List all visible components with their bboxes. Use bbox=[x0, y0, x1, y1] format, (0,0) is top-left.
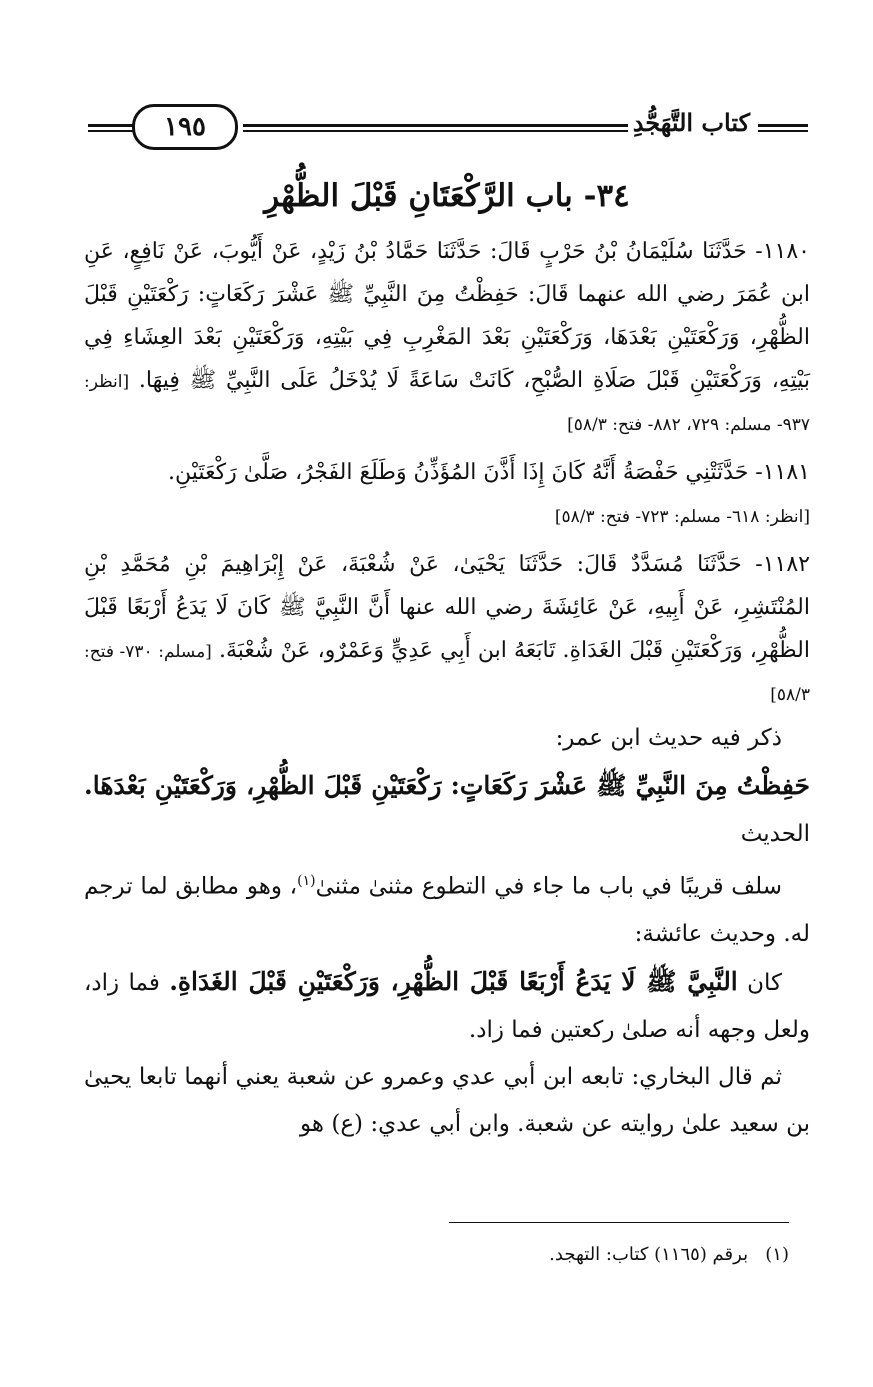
footnote bbox=[63, 1240, 789, 1270]
page-number: ١٩٥ bbox=[132, 104, 238, 150]
footnote-marker: (١) bbox=[765, 1244, 789, 1265]
hadith-1182 bbox=[84, 543, 810, 715]
chapter-title: ٣٤- باب الرَّكْعَتَانِ قَبْلَ الظُّهْرِ bbox=[264, 178, 630, 214]
header-rule-middle bbox=[243, 124, 628, 127]
footnote-text: برقم (١١٦٥) كتاب: التهجد. bbox=[549, 1244, 749, 1265]
hadith-reference: [مسلم: ٧٣٠- فتح: ٥٨/٣] bbox=[84, 642, 810, 705]
commentary-intro: ذكر فيه حديث ابن عمر: bbox=[555, 725, 782, 751]
commentary-paragraph-3: ثم قال البخاري: تابعه ابن أبي عدي وعمرو عن شعبة يعني أنهما تابعا يحيىٰ بن سعيد علىٰ روايته عن شعبة. وابن أبي عدي: (ع) هو bbox=[84, 1063, 810, 1137]
quote-tail: فما زاد، ولعل وجهه أنه صلىٰ ركعتين فما زاد. bbox=[84, 969, 810, 1043]
hadith-text: ١١٨٠- حَدَّثَنَا سُلَيْمَانُ بْنُ حَرْبٍ قَالَ: حَدَّثَنَا حَمَّادُ بْنُ زَيْدٍ، عَنْ أَيُّوبَ، عَنْ نَافِعٍ، عَنِ ابن عُمَرَ رضي الله عنهما قَالَ: حَفِظْتُ مِنَ النَّبِيِّ ﷺ عَشْرَ رَكَعَاتٍ: رَكْعَتَيْنِ قَبْلَ الظُّهْرِ، وَرَكْعَتَيْنِ بَعْدَهَا، وَرَكْعَتَيْنِ بَعْدَ المَغْرِبِ فِي بَيْتِهِ، وَرَكْعَتَيْنِ بَعْدَ العِشَاءِ فِي بَيْتِهِ، وَرَكْعَتَيْنِ قَبْلَ صَلَاةِ الصُّبْحِ، كَانَتْ سَاعَةً لَا يُدْخَلُ عَلَى النَّبِيِّ ﷺ فِيهَا. bbox=[84, 239, 810, 393]
book-title: كتاب التَّهَجُّدِ bbox=[632, 108, 750, 137]
hadith-1181 bbox=[84, 451, 810, 537]
hadith-1180 bbox=[84, 230, 810, 445]
page-header bbox=[88, 100, 808, 152]
header-rule-right bbox=[758, 124, 808, 127]
hadith-text: ١١٨٢- حَدَّثَنَا مُسَدَّدٌ قَالَ: حَدَّثَنَا يَحْيَىٰ، عَنْ شُعْبَةَ، عَنْ إِبْرَاهِيمَ بْنِ مُحَمَّدِ بْنِ المُنْتَشِرِ، عَنْ أَبِيهِ، عَنْ عَائِشَةَ رضي الله عنها أَنَّ النَّبِيَّ ﷺ كَانَ لَا يَدَعُ أَرْبَعًا قَبْلَ الظُّهْرِ، وَرَكْعَتَيْنِ قَبْلَ الغَدَاةِ. تَابَعَهُ ابن أَبِي عَدِيٍّ وَعَمْرٌو، عَنْ شُعْبَةَ. bbox=[84, 552, 810, 663]
header-rule-left bbox=[88, 124, 134, 127]
quote-tail: الحديث bbox=[740, 821, 810, 847]
commentary-quote-1 bbox=[84, 762, 810, 858]
commentary-paragraph-2 bbox=[84, 858, 810, 958]
commentary-text: سلف قريبًا في باب ما جاء في التطوع مثنىٰ مثنىٰ bbox=[315, 873, 782, 900]
commentary-text: ، وهو مطابق لما ترجم له. وحديث عائشة: bbox=[84, 873, 810, 947]
footnote-divider bbox=[449, 1222, 789, 1223]
hadith-reference: [انظر: ٦١٨- مسلم: ٧٢٣- فتح: ٥٨/٣] bbox=[554, 507, 810, 527]
commentary-quote-2 bbox=[84, 958, 810, 1054]
hadith-reference: [انظر: ٩٣٧- مسلم: ٧٢٩، ٨٨٢- فتح: ٥٨/٣] bbox=[84, 372, 810, 435]
quote-lead: كان bbox=[747, 969, 782, 996]
hadith-text: ١١٨١- حَدَّثَتْنِي حَفْصَةُ أَنَّهُ كَانَ إِذَا أَذَّنَ المُؤَذِّنُ وَطَلَعَ الفَجْرُ، صَلَّىٰ رَكْعَتَيْنِ. bbox=[168, 460, 810, 485]
footnote-marker: (١) bbox=[297, 873, 316, 889]
quoted-hadith: النَّبِيَّ ﷺ لَا يَدَعُ أَرْبَعًا قَبْلَ الظُّهْرِ، وَرَكْعَتَيْنِ قَبْلَ الغَدَاةِ. bbox=[169, 966, 738, 996]
quoted-hadith: حَفِظْتُ مِنَ النَّبِيِّ ﷺ عَشْرَ رَكَعَاتٍ: رَكْعَتَيْنِ قَبْلَ الظُّهْرِ، وَرَكْعَتَيْنِ بَعْدَهَا. bbox=[84, 771, 810, 800]
page-content bbox=[84, 172, 810, 1148]
